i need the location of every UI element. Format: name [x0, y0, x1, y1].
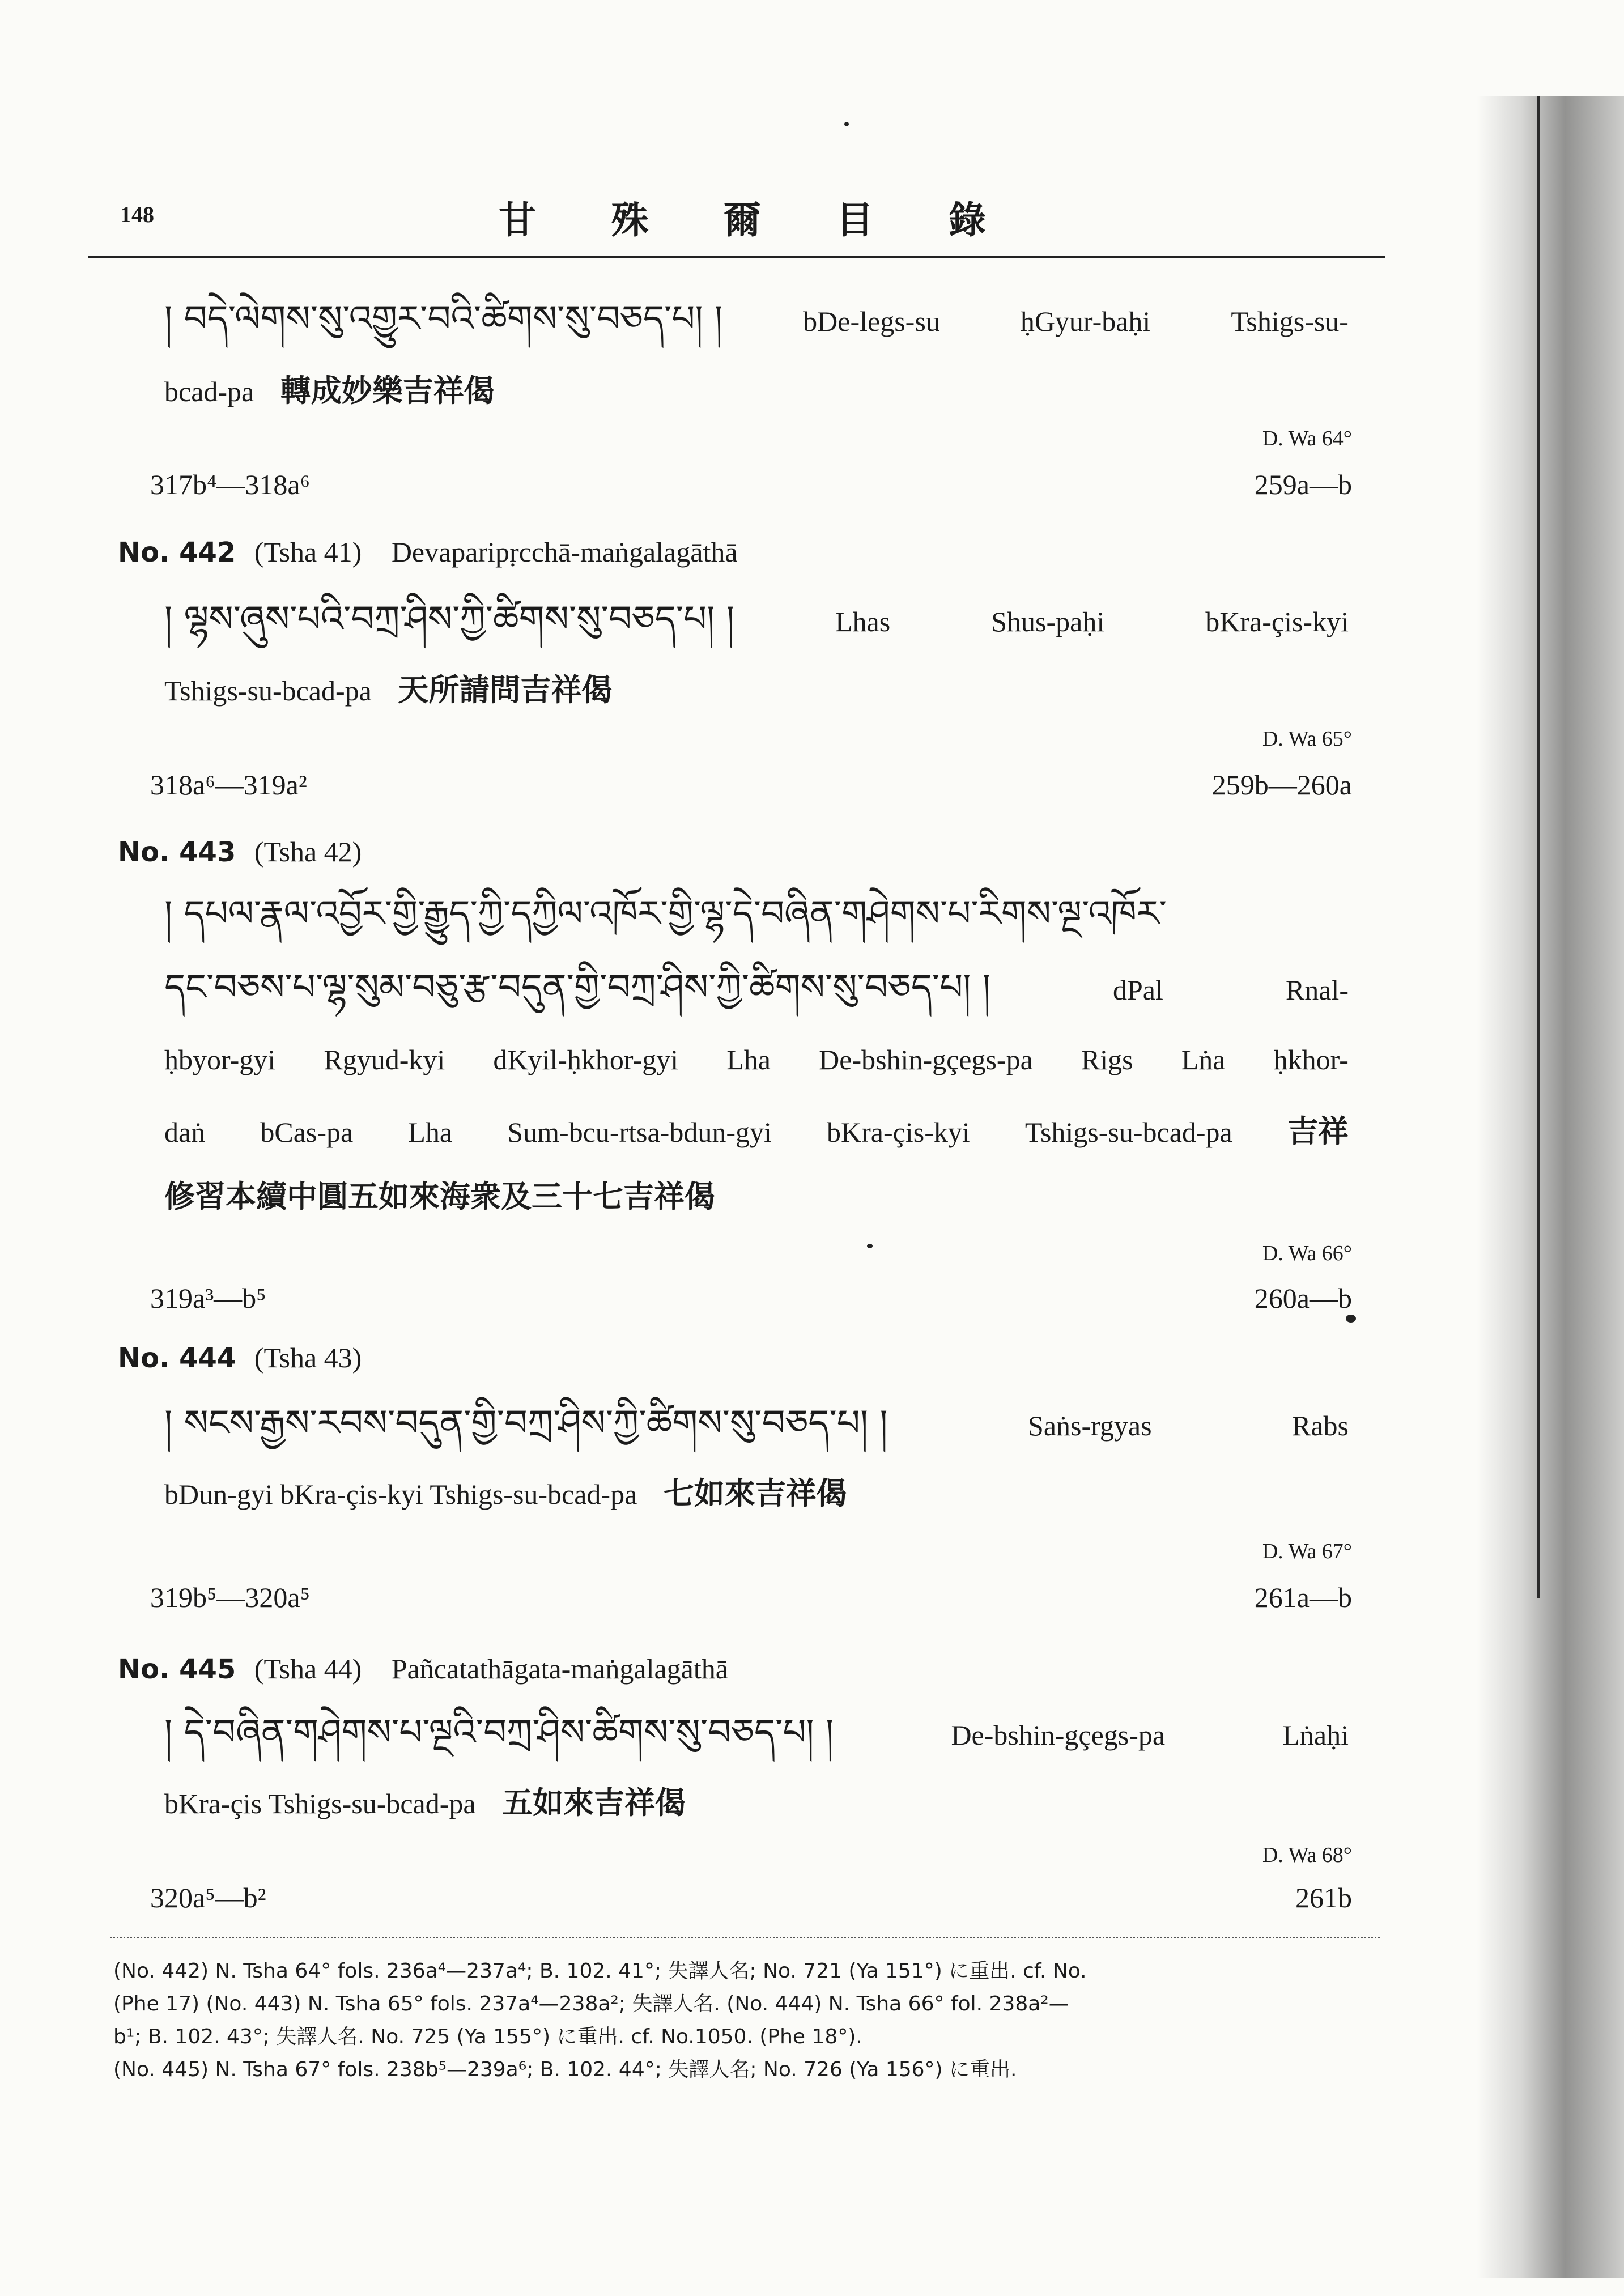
folio-range: 317b⁴—318a⁶ [150, 469, 311, 500]
romanized-title-part: bKra-çis Tshigs-su-bcad-pa [164, 1788, 476, 1819]
entry-number: No. 444 [118, 1342, 236, 1374]
entry-heading [118, 535, 738, 569]
entry-title-line [164, 1785, 686, 1822]
romanized-title-part: Tshigs-su-bcad-pa [1024, 1116, 1232, 1148]
running-head-char: 殊 [611, 198, 649, 242]
sanskrit-title: Devaparipṛcchā-maṅgalagāthā [391, 536, 738, 568]
tsha-reference: (Tsha 43) [254, 1342, 362, 1374]
tsha-reference: (Tsha 41) [254, 536, 362, 568]
romanized-title-part: De-bshin-gçegs-pa [951, 1719, 1166, 1751]
entry-title-line [164, 598, 1349, 641]
entry-title-line [164, 1179, 715, 1215]
footnote-line: (No. 442) N. Tsha 64° fols. 236a⁴—237a⁴; B. 102. 41°; 失譯人名; No. 721 (Ya 151°) に重出. cf. No. [113, 1959, 1087, 1983]
entry-title-line [164, 1402, 1349, 1445]
tibetan-title: ། བདེ་ལེགས་སུ་འགྱུར་བའི་ཚིགས་སུ་བཅད་པ། ། [164, 298, 723, 340]
folio-range-derge: 261a—b [1254, 1581, 1352, 1613]
romanized-title-part: Lṅa [1181, 1044, 1226, 1075]
running-head-char: 錄 [949, 198, 986, 242]
footnote-rule [110, 1937, 1380, 1938]
ink-speck [1346, 1315, 1356, 1323]
entry-heading [118, 1652, 728, 1686]
romanized-title-part: Rgyud-kyi [324, 1044, 445, 1075]
scan-shadow-edge [1477, 96, 1624, 2278]
sanskrit-title: Pañcatathāgata-maṅgalagāthā [391, 1653, 728, 1685]
romanized-title-part: ḥGyur-baḥi [1020, 305, 1151, 337]
running-head [499, 190, 986, 244]
entry-title-line [164, 297, 1349, 341]
entry-title-line [164, 1711, 1349, 1755]
chinese-title: 五如來吉祥偈 [502, 1785, 686, 1821]
chinese-title: 天所請問吉祥偈 [398, 672, 613, 708]
romanized-title-part: Lha [726, 1044, 771, 1075]
derge-reference: D. Wa 68° [1262, 1843, 1352, 1867]
scan-vertical-line [1537, 96, 1540, 1598]
tibetan-title: ། ལྷས་ཞུས་པའི་བཀྲ་ཤིས་ཀྱི་ཚིགས་སུ་བཅད་པ། ། [164, 598, 734, 640]
derge-reference: D. Wa 66° [1262, 1241, 1352, 1265]
footnote-line: (No. 445) N. Tsha 67° fols. 238b⁵—239a⁶; B. 102. 44°; 失譯人名; No. 726 (Ya 156°) に重出. [113, 2058, 1017, 2081]
entry-title-line [164, 892, 1167, 936]
folio-range: 320a⁵—b² [150, 1882, 266, 1914]
folio-range-derge: 259a—b [1254, 469, 1352, 500]
romanized-title-part: bDe-legs-su [803, 305, 940, 337]
entry-number: No. 445 [118, 1653, 236, 1685]
romanized-title-part: De-bshin-gçegs-pa [819, 1044, 1033, 1075]
chinese-title: 轉成妙樂吉祥偈 [280, 373, 495, 409]
romanized-title-part: dPal [1112, 974, 1163, 1006]
derge-reference: D. Wa 64° [1262, 427, 1352, 450]
footnote-line: (Phe 17) (No. 443) N. Tsha 65° fols. 237a⁴—238a²; 失譯人名. (No. 444) N. Tsha 66° fol. 238a²— [113, 1992, 1069, 2016]
derge-reference: D. Wa 67° [1262, 1540, 1352, 1563]
romanized-title-part: ḥkhor- [1273, 1044, 1349, 1075]
romanized-title-part: Rigs [1081, 1044, 1133, 1075]
romanized-title-part: bCas-pa [260, 1116, 354, 1148]
header-rule [88, 256, 1385, 258]
folio-range: 319a³—b⁵ [150, 1282, 266, 1314]
romanized-title-part: ḥbyor-gyi [164, 1044, 276, 1075]
chinese-title: 七如來吉祥偈 [663, 1476, 847, 1511]
romanized-title-part: Lha [408, 1116, 453, 1148]
romanized-title-part: Lṅaḥi [1282, 1719, 1349, 1751]
ink-speck [844, 122, 849, 126]
chinese-title: 修習本續中圓五如來海衆及三十七吉祥偈 [164, 1179, 715, 1214]
entry-number: No. 442 [118, 537, 236, 568]
romanized-title-part: Tshigs-su-bcad-pa [164, 675, 372, 707]
entry-title-line [164, 672, 612, 709]
footnote-line: b¹; B. 102. 43°; 失譯人名. No. 725 (Ya 155°) に重出. cf. No.1050. (Phe 18°). [113, 2025, 862, 2048]
romanized-title-part: dKyil-ḥkhor-gyi [493, 1044, 679, 1075]
entry-title-line [164, 1476, 847, 1512]
entry-title-line [164, 1043, 1349, 1077]
tsha-reference: (Tsha 42) [254, 836, 362, 868]
romanized-title-part: Rabs [1291, 1410, 1349, 1442]
romanized-title-part: Tshigs-su- [1231, 305, 1349, 337]
tsha-reference: (Tsha 44) [254, 1653, 362, 1685]
folio-range: 319b⁵—320a⁵ [150, 1581, 311, 1613]
folio-range-derge: 261b [1295, 1882, 1352, 1914]
folio-range-derge: 259b—260a [1211, 769, 1352, 801]
folio-range: 318a⁶—319a² [150, 769, 307, 801]
romanized-title-part: Sum-bcu-rtsa-bdun-gyi [507, 1116, 772, 1148]
chinese-title: 吉祥 [1287, 1113, 1349, 1149]
entry-title-line [164, 373, 495, 410]
entry-title-line [164, 1113, 1349, 1150]
romanized-title-part: bKra-çis-kyi [1205, 606, 1349, 637]
romanized-title-part: bcad-pa [164, 376, 254, 407]
entry-title-line [164, 966, 1349, 1010]
ink-speck [867, 1244, 873, 1248]
romanized-title-part: Shus-paḥi [991, 606, 1105, 637]
running-head-char: 甘 [499, 198, 536, 242]
derge-reference: D. Wa 65° [1262, 727, 1352, 751]
romanized-title-part: bDun-gyi bKra-çis-kyi Tshigs-su-bcad-pa [164, 1478, 637, 1510]
tibetan-title: ། སངས་རྒྱས་རབས་བདུན་གྱི་བཀྲ་ཤིས་ཀྱི་ཚིགས་སུ་བཅད་པ། ། [164, 1402, 888, 1444]
entry-heading [118, 1341, 362, 1375]
romanized-title-part: Lhas [835, 606, 891, 637]
tibetan-title: ། དེ་བཞིན་གཤེགས་པ་ལྔའི་བཀྲ་ཤིས་ཚིགས་སུ་བཅད་པ། ། [164, 1712, 834, 1754]
romanized-title-part: Saṅs-rgyas [1028, 1410, 1152, 1442]
running-head-char: 爾 [724, 198, 761, 242]
page-number: 148 [120, 202, 154, 227]
entry-heading [118, 835, 362, 869]
tibetan-title: ། དཔལ་རྣལ་འབྱོར་གྱི་རྒྱུད་ཀྱི་དཀྱིལ་འཁོར་གྱི་ལྷ་དེ་བཞིན་གཤེགས་པ་རིགས་ལྔ་འཁོར་ [164, 893, 1167, 935]
romanized-title-part: daṅ [164, 1116, 206, 1148]
entry-number: No. 443 [118, 836, 236, 868]
romanized-title-part: Rnal- [1285, 974, 1349, 1006]
romanized-title-part: bKra-çis-kyi [827, 1116, 970, 1148]
running-head-char: 目 [836, 198, 874, 242]
tibetan-title: དང་བཅས་པ་ལྷ་སུམ་བཅུ་རྩ་བདུན་གྱི་བཀྲ་ཤིས་ཀྱི་ཚིགས་སུ་བཅད་པ། ། [164, 967, 990, 1009]
folio-range-derge: 260a—b [1254, 1282, 1352, 1314]
